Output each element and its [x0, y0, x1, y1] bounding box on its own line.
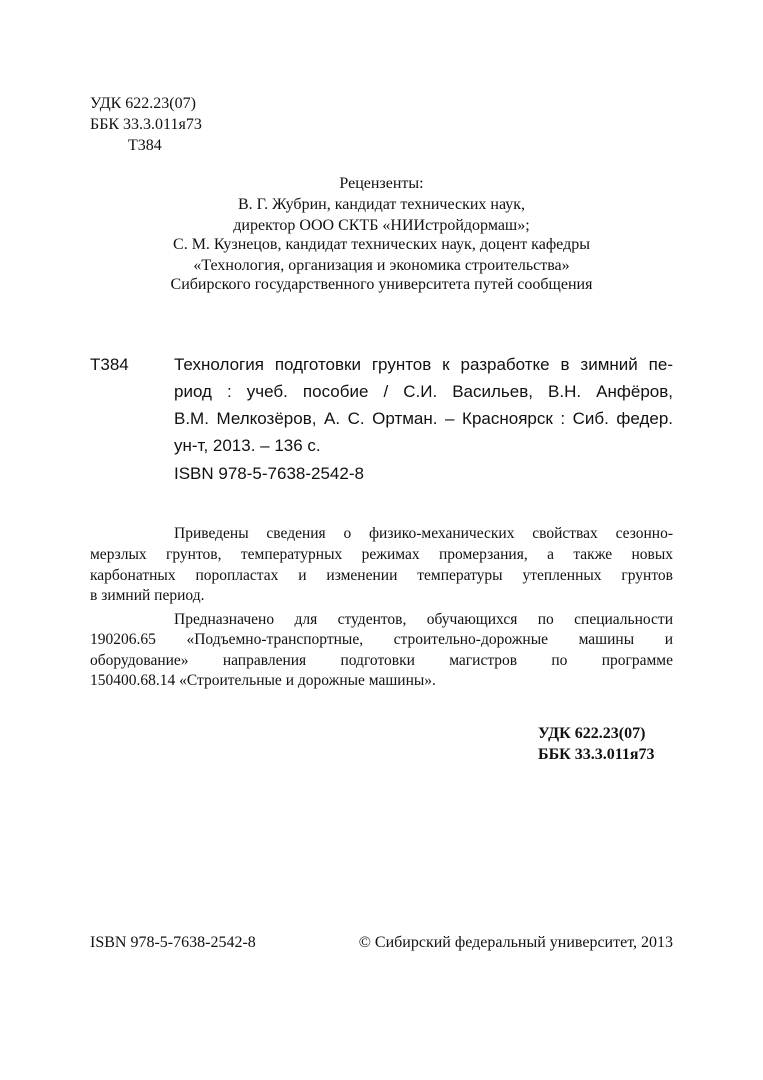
bibliographic-line: ун-т, 2013. – 136 с. [174, 436, 321, 455]
annotation-line: 150400.68.14 «Строительные и дорожные машины». [90, 672, 436, 689]
annotation-line: Предназначено для студентов, обучающихся по специальности [174, 611, 673, 628]
reviewer-line: директор ООО СКТБ «НИИстройдормаш»; [233, 217, 530, 234]
bibliographic-isbn: ISBN 978-5-7638-2542-8 [174, 464, 364, 483]
bbk-code-bold: ББК 33.3.011я73 [538, 746, 655, 763]
bibliographic-line: В.М. Мелкозёров, А. С. Ортман. – Красноярск : Сиб. федер. [174, 409, 673, 428]
annotation-line: карбонатных поропластах и изменении температуры утепленных грунтов [90, 567, 673, 584]
annotation-line: 190206.65 «Подъемно-транспортные, строительно-дорожные машины и [90, 631, 673, 648]
annotation-line: в зимний период. [90, 587, 205, 604]
annotation-line: мерзлых грунтов, температурных режимах промерзания, а также новых [90, 546, 673, 563]
bibliographic-code: Т384 [90, 355, 129, 374]
udc-code: УДК 622.23(07) [90, 95, 196, 112]
bibliographic-line: Технология подготовки грунтов к разработке в зимний пе- [174, 355, 673, 374]
bbk-code: ББК 33.3.011я73 [90, 116, 202, 133]
reviewer-line: В. Г. Жубрин, кандидат технических наук, [237, 196, 526, 213]
footer-isbn: ISBN 978-5-7638-2542-8 [90, 934, 256, 951]
annotation-line: оборудование» направления подготовки магистров по программе [90, 652, 673, 669]
reviewer-line: Сибирского государственного университета путей сообщения [170, 276, 593, 293]
author-code: Т384 [128, 137, 162, 154]
reviewer-line: «Технология, организация и экономика строительства» [193, 257, 570, 274]
reviewer-line: С. М. Кузнецов, кандидат технических наук, доцент кафедры [173, 236, 590, 253]
bibliographic-line: риод : учеб. пособие / С.И. Васильев, В.Н. Анфёров, [174, 382, 673, 401]
reviewers-heading: Рецензенты: [339, 175, 424, 192]
annotation-line: Приведены сведения о физико-механических свойствах сезонно- [174, 525, 673, 542]
udc-code-bold: УДК 622.23(07) [538, 725, 646, 742]
footer-copyright: © Сибирский федеральный университет, 2013 [358, 934, 673, 951]
